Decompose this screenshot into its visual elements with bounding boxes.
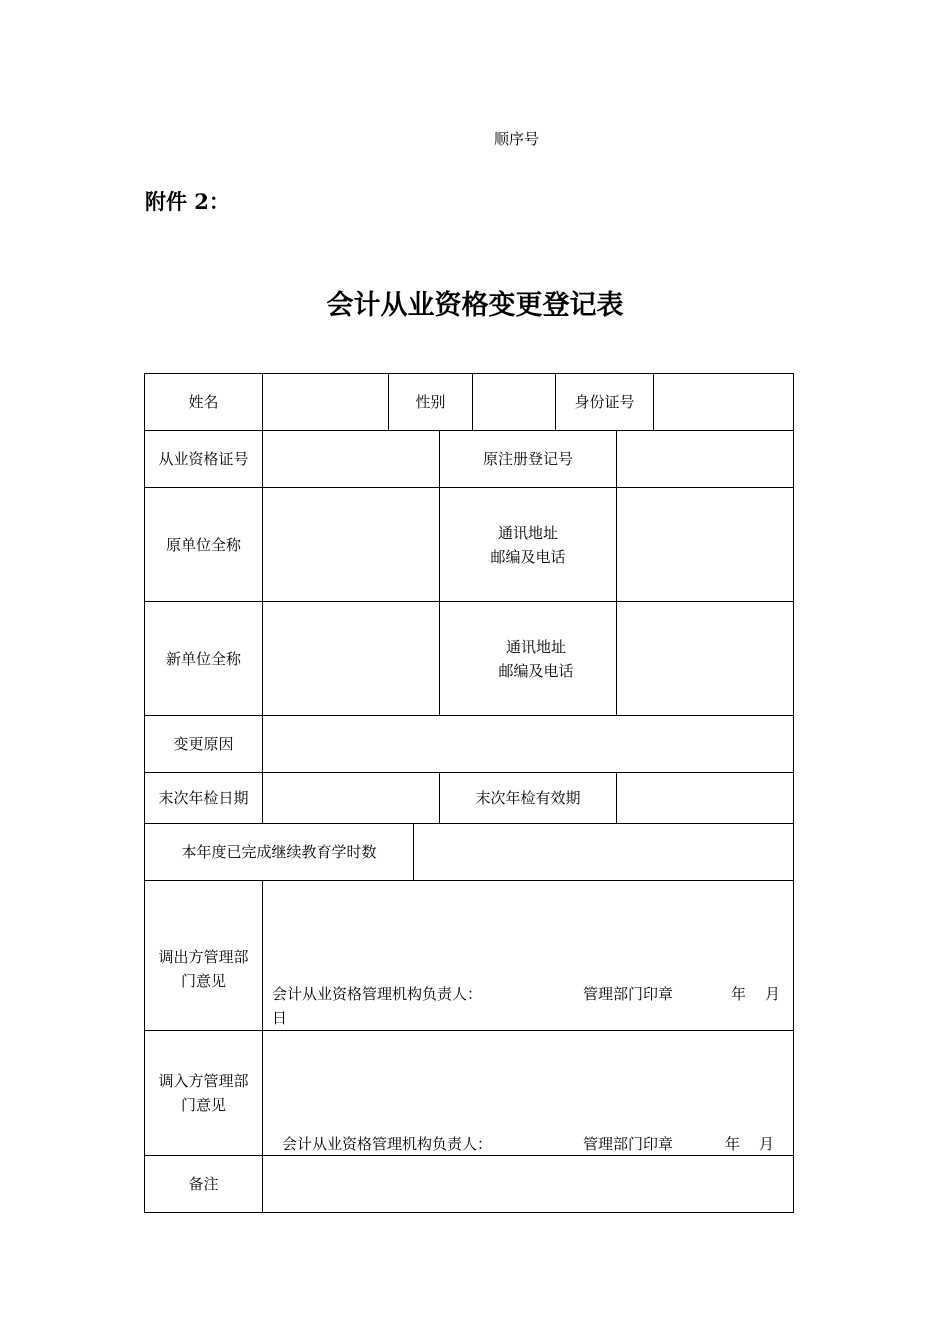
sequence-number-label: 顺序号 <box>494 130 540 148</box>
last-check-validity-label: 末次年检有效期 <box>475 789 581 807</box>
contact-postcode-phone-label: 邮编及电话 <box>490 547 566 566</box>
contact-postcode-phone-label: 邮编及电话 <box>498 661 574 680</box>
page-title: 会计从业资格变更登记表 <box>326 290 624 321</box>
table-border-bottom <box>144 1212 794 1213</box>
new-unit-label: 新单位全称 <box>165 649 241 668</box>
outgoing-opinion-line2: 门意见 <box>180 972 226 990</box>
name-label: 姓名 <box>188 393 219 411</box>
new-unit-field[interactable] <box>263 602 439 715</box>
education-hours-field[interactable] <box>414 824 793 880</box>
original-unit-label: 原单位全称 <box>165 535 241 554</box>
incoming-month-label: 月 <box>759 1135 775 1153</box>
id-number-label: 身份证号 <box>574 393 635 411</box>
last-check-date-label: 末次年检日期 <box>158 789 249 807</box>
incoming-year-label: 年 <box>725 1135 741 1153</box>
attachment-label: 附件 2： <box>145 189 230 214</box>
outgoing-seal-label: 管理部门印章 <box>583 985 674 1003</box>
new-contact-field[interactable] <box>617 602 793 715</box>
education-hours-label: 本年度已完成继续教育学时数 <box>181 843 377 861</box>
outgoing-year-label: 年 <box>731 985 747 1003</box>
incoming-opinion-label <box>145 1031 262 1155</box>
original-unit-field[interactable] <box>263 488 439 601</box>
incoming-opinion-field[interactable] <box>263 1031 793 1131</box>
outgoing-month-label: 月 <box>765 985 781 1003</box>
table-border-right <box>793 373 794 1213</box>
remarks-label: 备注 <box>188 1175 219 1193</box>
cert-number-field[interactable] <box>263 431 439 487</box>
contact-address-label: 通讯地址 <box>505 637 566 656</box>
gender-field[interactable] <box>473 374 555 430</box>
original-contact-field[interactable] <box>617 488 793 601</box>
incoming-seal-label: 管理部门印章 <box>583 1135 674 1153</box>
contact-address-label: 通讯地址 <box>497 523 558 542</box>
remarks-field[interactable] <box>263 1156 793 1212</box>
id-number-field[interactable] <box>654 374 793 430</box>
original-registration-label: 原注册登记号 <box>482 450 573 468</box>
new-contact-label <box>456 602 616 715</box>
incoming-signatory-label: 会计从业资格管理机构负责人： <box>282 1135 493 1153</box>
original-contact-label <box>440 488 616 601</box>
incoming-opinion-line1: 调入方管理部 <box>158 1072 249 1090</box>
gender-label: 性别 <box>415 393 446 411</box>
change-reason-field[interactable] <box>263 716 793 772</box>
last-check-validity-field[interactable] <box>617 773 793 823</box>
name-field[interactable] <box>263 374 388 430</box>
outgoing-opinion-line1: 调出方管理部 <box>158 948 249 966</box>
outgoing-day-label: 日 <box>272 1009 288 1027</box>
change-reason-label: 变更原因 <box>173 735 234 753</box>
last-check-date-field[interactable] <box>263 773 439 823</box>
incoming-opinion-line2: 门意见 <box>180 1096 226 1114</box>
outgoing-signatory-label: 会计从业资格管理机构负责人： <box>272 985 483 1003</box>
cert-number-label: 从业资格证号 <box>158 450 249 468</box>
outgoing-opinion-field[interactable] <box>263 881 793 981</box>
original-registration-field[interactable] <box>617 431 793 487</box>
